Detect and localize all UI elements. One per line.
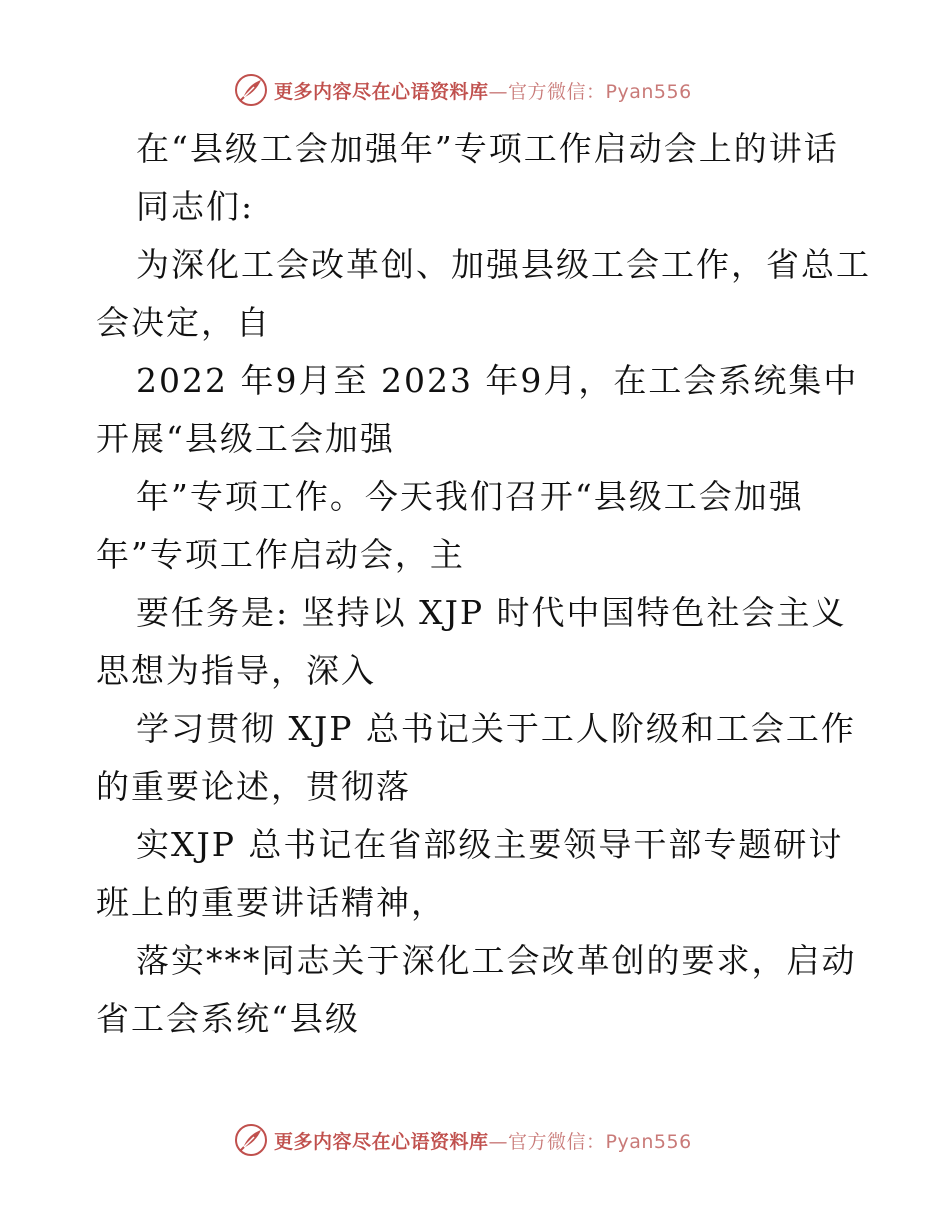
paragraph-line: 的重要论述，贯彻落 (96, 767, 411, 806)
document-body (96, 120, 871, 1048)
feather-pen-icon (234, 1123, 268, 1157)
paragraph-line: 开展“县级工会加强 (96, 419, 395, 458)
paragraph-line: 学习贯彻 XJP 总书记关于工人阶级和工会工作 (136, 709, 856, 748)
paragraph-line: 思想为指导，深入 (96, 651, 376, 690)
paragraph-line: 会决定，自 (96, 303, 271, 342)
paragraph-line: 落实***同志关于深化工会改革创的要求，启动 (136, 941, 857, 980)
watermark-brand: 更多内容尽在心语资料库 (274, 1130, 489, 1153)
watermark-text (274, 77, 692, 104)
salutation-line: 同志们: (136, 187, 255, 226)
paragraph-line: 班上的重要讲话精神， (96, 883, 446, 922)
watermark-brand: 更多内容尽在心语资料库 (274, 80, 489, 103)
paragraph-line: 实XJP 总书记在省部级主要领导干部专题研讨 (136, 825, 844, 864)
watermark-text (274, 1127, 692, 1154)
paragraph-line: 年”专项工作。今天我们召开“县级工会加强 (136, 477, 804, 516)
feather-pen-icon (234, 73, 268, 107)
footer-watermark (234, 1122, 754, 1158)
paragraph-line: 要任务是: 坚持以 XJP 时代中国特色社会主义 (136, 593, 847, 632)
title-line: 在“县级工会加强年”专项工作启动会上的讲话 (136, 129, 839, 168)
header-watermark (234, 72, 754, 108)
watermark-wechat: —官方微信：Pyan556 (488, 1130, 692, 1153)
watermark-wechat: —官方微信：Pyan556 (488, 80, 692, 103)
paragraph-line: 2022 年9月至 2023 年9月，在工会系统集中 (136, 361, 859, 400)
paragraph-line: 年”专项工作启动会，主 (96, 535, 465, 574)
paragraph-line: 为深化工会改革创、加强县级工会工作，省总工 (136, 245, 871, 284)
paragraph-line: 省工会系统“县级 (96, 999, 360, 1038)
